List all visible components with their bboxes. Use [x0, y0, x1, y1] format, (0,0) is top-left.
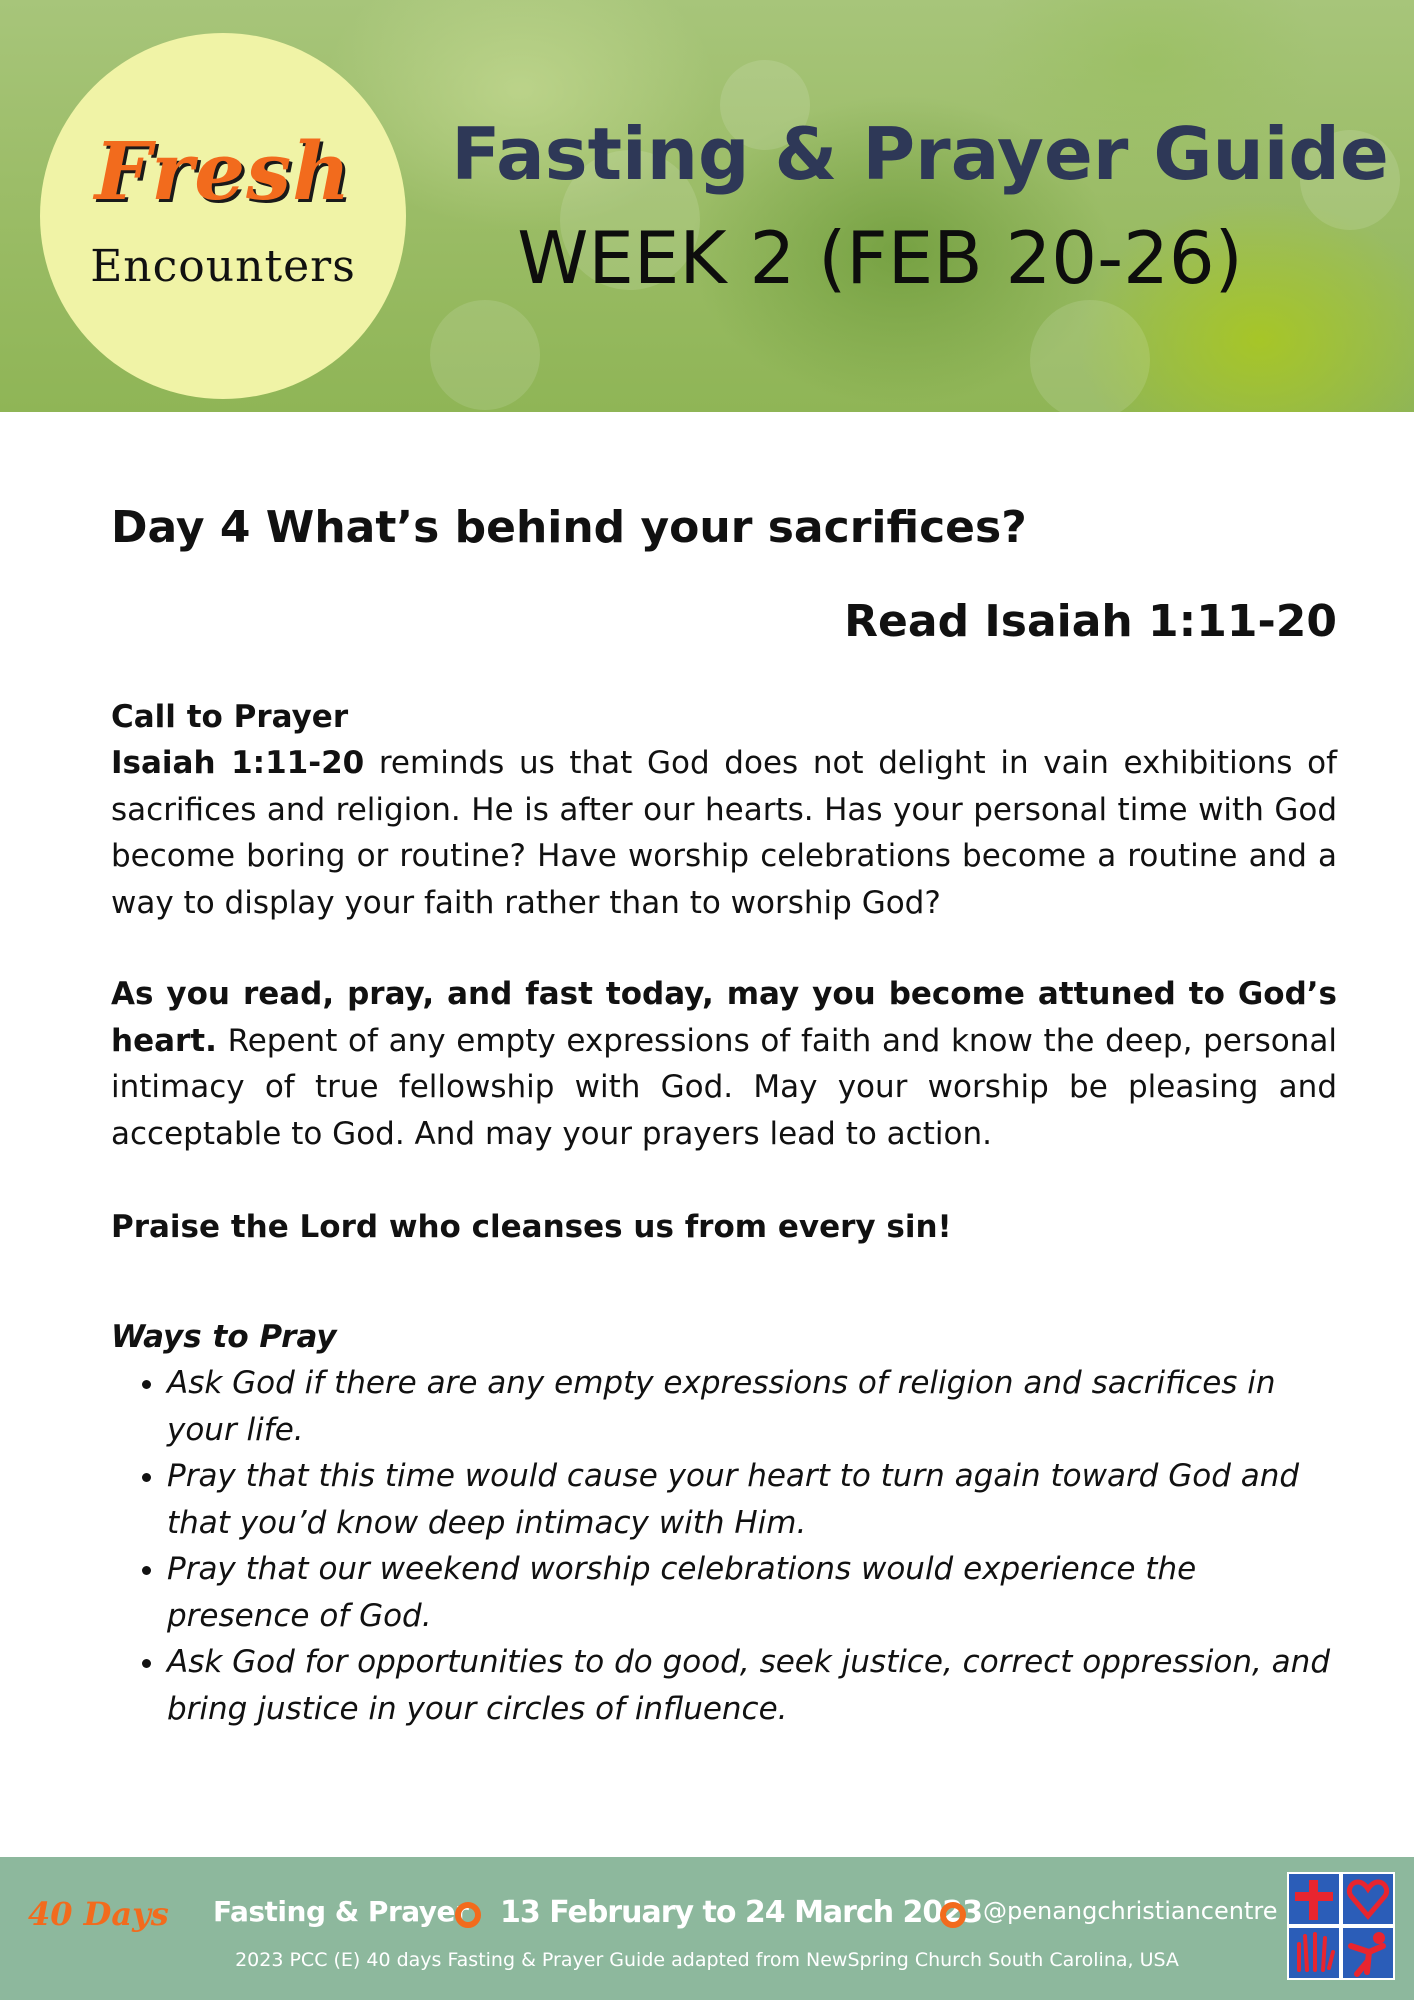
attuned-lead: As you read, pray, and fast today, may you become attuned to God’s heart.	[111, 976, 1337, 1059]
paragraph-text: reminds us that God does not delight in vain exhibitions of sacrifices and religion. He is after our hearts. Has your personal time with God become boring or routine? Have worship celebrations become a routine and a way to display your faith rather than to worship God?	[111, 745, 1337, 921]
logo-encounters-text: Encounters	[90, 241, 356, 292]
social-handle: @penangchristiancentre	[983, 1897, 1278, 1925]
bokeh-decoration	[1030, 300, 1150, 412]
reading-reference: Read Isaiah 1:11-20	[844, 596, 1337, 647]
ring-bullet-icon	[940, 1902, 966, 1928]
list-item: • Pray that this time would cause your heart to turn again toward God and that you’d know deep intimacy with Him.	[167, 1453, 1347, 1546]
header-banner	[0, 0, 1414, 412]
scripture-reference: Isaiah 1:11-20	[111, 745, 365, 781]
footer-credit: 2023 PCC (E) 40 days Fasting & Prayer Guide adapted from NewSpring Church South Carolina, USA	[235, 1949, 1179, 1971]
logo-fresh-text: Fresh	[94, 124, 352, 218]
footer-bar	[0, 1857, 1414, 2000]
praise-statement: Praise the Lord who cleanses us from every sin!	[111, 1209, 952, 1245]
guide-title: Fasting & Prayer Guide	[451, 112, 1389, 196]
attuned-paragraph	[111, 971, 1337, 1157]
list-item: • Ask God if there are any empty expressions of religion and sacrifices in your life.	[167, 1360, 1347, 1453]
bokeh-decoration	[430, 300, 540, 410]
ways-to-pray-heading: Ways to Pray	[111, 1319, 337, 1355]
date-range: 13 February to 24 March 2023	[500, 1895, 983, 1930]
paragraph-text: Repent of any empty expressions of faith and know the deep, personal intimacy of true fellowship with God. May your worship be pleasing and acceptable to God. And may your prayers lead to action.	[111, 1022, 1337, 1152]
call-to-prayer-heading: Call to Prayer	[111, 699, 349, 735]
list-item: • Ask God for opportunities to do good, seek justice, correct oppression, and bring justice in your circles of influence.	[167, 1639, 1347, 1732]
ring-bullet-icon	[455, 1902, 481, 1928]
week-subtitle: WEEK 2 (FEB 20-26)	[517, 216, 1243, 300]
day-title: Day 4 What’s behind your sacrifices?	[111, 502, 1027, 553]
fasting-prayer-label: Fasting & Prayer	[213, 1895, 469, 1928]
list-item: • Pray that our weekend worship celebrations would experience the presence of God.	[167, 1546, 1347, 1639]
church-logo-icon	[1287, 1872, 1395, 1980]
call-to-prayer-paragraph	[111, 740, 1337, 926]
ways-to-pray-list	[111, 1360, 1347, 1732]
forty-days-label: 40 Days	[28, 1895, 169, 1933]
fresh-encounters-logo	[40, 33, 406, 399]
